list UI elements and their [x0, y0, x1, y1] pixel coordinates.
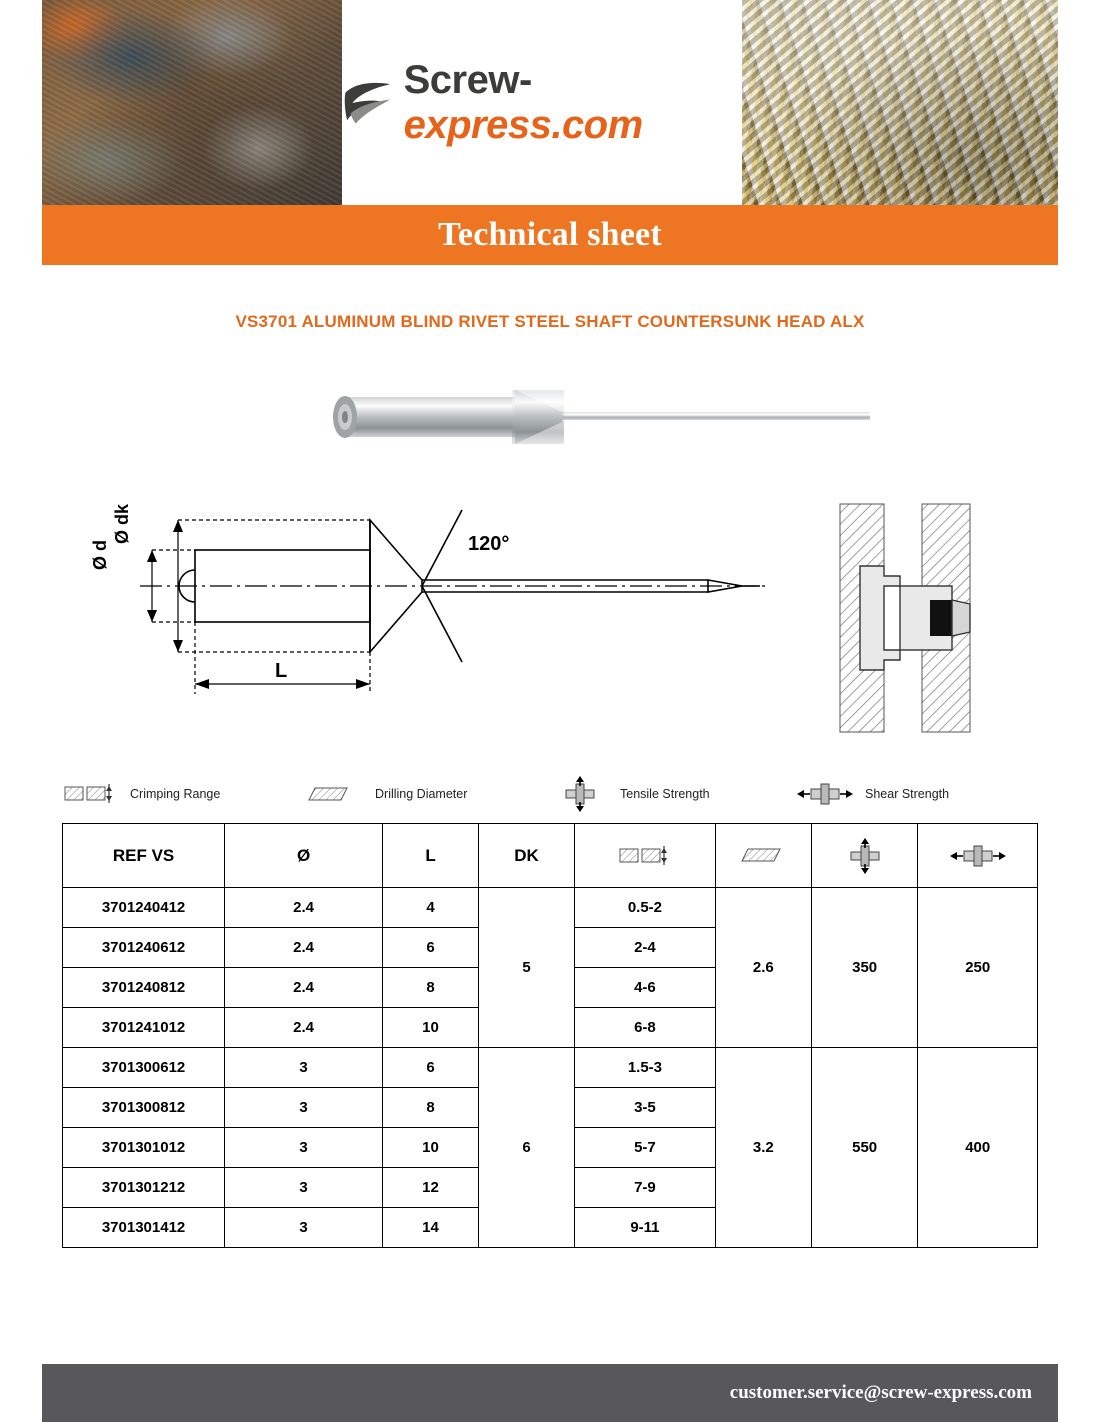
- table-header-dk: DK: [479, 824, 575, 888]
- brand-logo: [342, 0, 742, 205]
- cell-length: 4: [383, 888, 479, 928]
- cell-length: 6: [383, 928, 479, 968]
- cell-length: 8: [383, 968, 479, 1008]
- cell-dk: 6: [479, 1048, 575, 1248]
- crimping-range-icon: [62, 776, 118, 812]
- cell-diameter: 2.4: [225, 968, 383, 1008]
- cell-tensile-strength: 350: [811, 888, 918, 1048]
- shear-strength-icon: [950, 838, 1006, 874]
- cell-ref: 3701300612: [63, 1048, 225, 1088]
- page-footer: [42, 1364, 1058, 1422]
- header-photo-left: [42, 0, 342, 205]
- shear-strength-icon: [797, 776, 853, 812]
- cell-crimping-range: 6-8: [575, 1008, 716, 1048]
- banner-title: Technical sheet: [438, 216, 662, 253]
- drawing-label-dk: Ø dk: [112, 503, 132, 544]
- cell-crimping-range: 2-4: [575, 928, 716, 968]
- cell-ref: 3701240612: [63, 928, 225, 968]
- drawing-label-l: L: [275, 660, 288, 682]
- cell-ref: 3701301012: [63, 1128, 225, 1168]
- legend-item-crimping-range: [62, 776, 307, 812]
- logo-text-accent: express.com: [403, 102, 643, 147]
- product-title: VS3701 ALUMINUM BLIND RIVET STEEL SHAFT COUNTERSUNK HEAD ALX: [235, 312, 865, 331]
- cell-shear-strength: 400: [918, 1048, 1038, 1248]
- cell-ref: 3701240412: [63, 888, 225, 928]
- cell-diameter: 3: [225, 1168, 383, 1208]
- cell-crimping-range: 4-6: [575, 968, 716, 1008]
- cell-length: 8: [383, 1088, 479, 1128]
- technical-drawing: [70, 462, 890, 742]
- tensile-strength-icon: [837, 838, 893, 874]
- cell-crimping-range: 1.5-3: [575, 1048, 716, 1088]
- logo-text-primary: Screw-: [403, 57, 532, 102]
- table-header-length: L: [383, 824, 479, 888]
- drawing-label-angle: 120°: [468, 533, 510, 555]
- page-header: [42, 0, 1058, 205]
- cell-ref: 3701301212: [63, 1168, 225, 1208]
- drilling-diameter-icon: [740, 841, 786, 871]
- footer-email[interactable]: customer.service@screw-express.com: [729, 1382, 1032, 1403]
- cell-dk: 5: [479, 888, 575, 1048]
- table-row: [63, 888, 1038, 928]
- cell-length: 12: [383, 1168, 479, 1208]
- cell-ref: 3701301412: [63, 1208, 225, 1248]
- cell-length: 6: [383, 1048, 479, 1088]
- crimping-range-icon: [617, 838, 673, 874]
- cell-length: 10: [383, 1008, 479, 1048]
- cell-diameter: 2.4: [225, 1008, 383, 1048]
- cell-length: 14: [383, 1208, 479, 1248]
- tensile-strength-icon: [552, 776, 608, 812]
- table-header-shear-strength: [918, 824, 1038, 888]
- logo-text: [404, 58, 742, 148]
- cell-shear-strength: 250: [918, 888, 1038, 1048]
- cell-crimping-range: 3-5: [575, 1088, 716, 1128]
- table-header-ref: REF VS: [63, 824, 225, 888]
- legend-item-shear-strength: [797, 776, 1042, 812]
- cell-crimping-range: 9-11: [575, 1208, 716, 1248]
- legend-label-crimping-range: Crimping Range: [130, 787, 221, 801]
- cell-ref: 3701241012: [63, 1008, 225, 1048]
- cell-diameter: 3: [225, 1088, 383, 1128]
- swoosh-logo-icon: [342, 77, 394, 129]
- workbench-photo-icon: [42, 0, 342, 205]
- cell-diameter: 3: [225, 1208, 383, 1248]
- table-row: [63, 1048, 1038, 1088]
- cell-crimping-range: 0.5-2: [575, 888, 716, 928]
- cell-ref: 3701240812: [63, 968, 225, 1008]
- legend-item-drilling-diameter: [307, 776, 552, 812]
- legend-label-shear-strength: Shear Strength: [865, 787, 950, 801]
- legend-item-tensile-strength: [552, 776, 797, 812]
- cell-diameter: 2.4: [225, 888, 383, 928]
- header-photo-right: [742, 0, 1058, 205]
- drawing-label-d: Ø d: [90, 540, 110, 570]
- legend-label-drilling-diameter: Drilling Diameter: [375, 787, 468, 801]
- cell-diameter: 3: [225, 1048, 383, 1088]
- screws-photo-icon: [742, 0, 1058, 205]
- table-header-diameter: Ø: [225, 824, 383, 888]
- cell-diameter: 2.4: [225, 928, 383, 968]
- drilling-diameter-icon: [307, 776, 363, 812]
- cell-crimping-range: 5-7: [575, 1128, 716, 1168]
- table-header-tensile-strength: [811, 824, 918, 888]
- installed-section-view: [830, 500, 980, 735]
- cell-diameter: 3: [225, 1128, 383, 1168]
- table-header-crimping-range: [575, 824, 716, 888]
- legend-row: [62, 765, 1042, 823]
- cell-ref: 3701300812: [63, 1088, 225, 1128]
- cell-length: 10: [383, 1128, 479, 1168]
- legend-label-tensile-strength: Tensile Strength: [620, 787, 710, 801]
- table-body: [63, 888, 1038, 1248]
- product-photo: [300, 372, 900, 462]
- cell-drilling-diameter: 2.6: [715, 888, 811, 1048]
- table-header-drilling-diameter: [715, 824, 811, 888]
- cell-tensile-strength: 550: [811, 1048, 918, 1248]
- technical-sheet-banner: [42, 205, 1058, 265]
- table-header-row: [63, 824, 1038, 888]
- cell-crimping-range: 7-9: [575, 1168, 716, 1208]
- specification-table: [62, 823, 1038, 1248]
- cell-drilling-diameter: 3.2: [715, 1048, 811, 1248]
